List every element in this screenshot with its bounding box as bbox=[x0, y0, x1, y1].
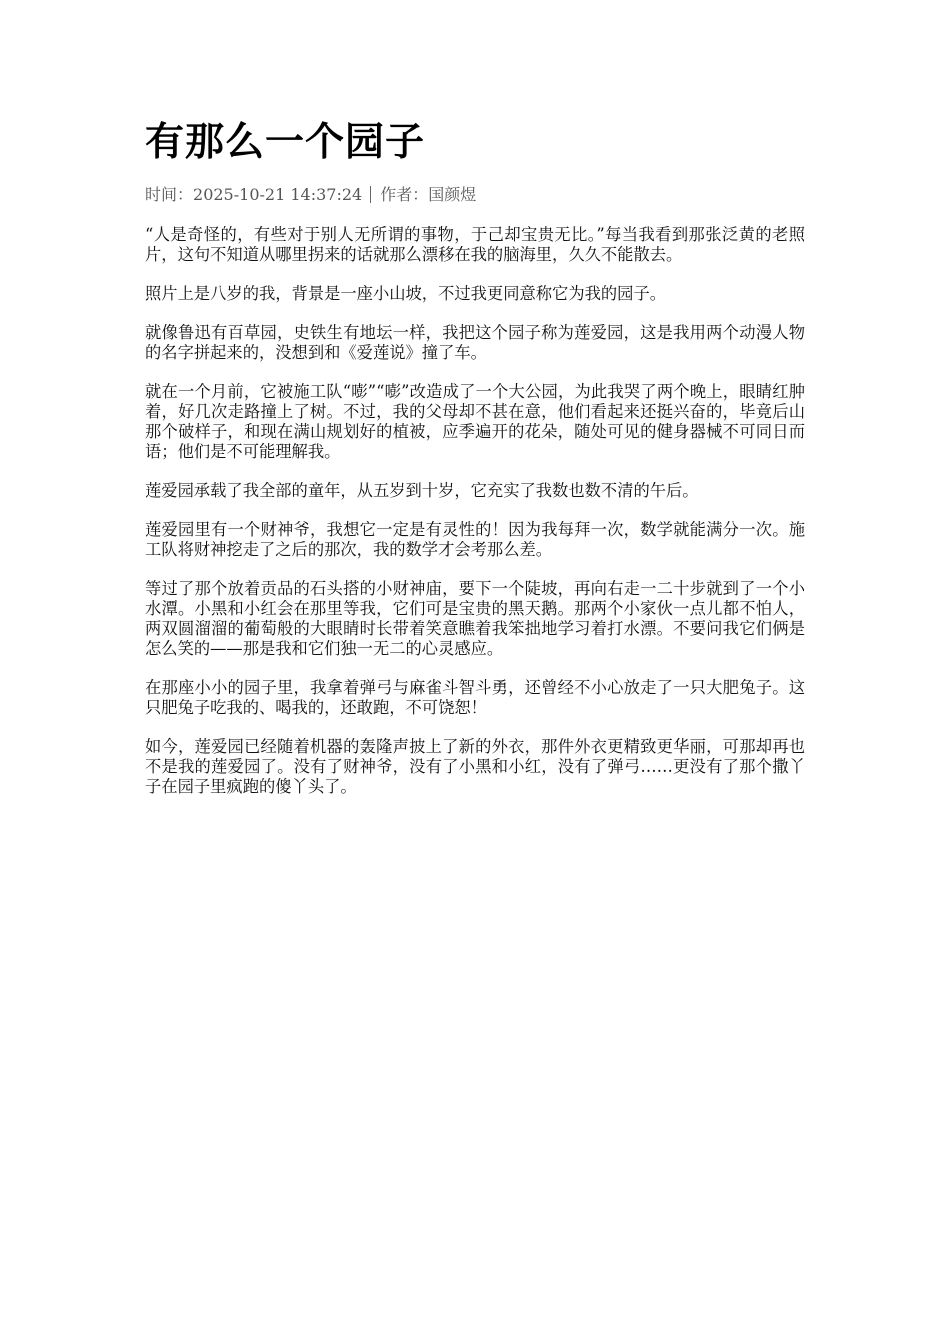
paragraph: 等过了那个放着贡品的石头搭的小财神庙，要下一个陡坡，再向右走一二十步就到了一个小水潭。小黑和小红会在那里等我，它们可是宝贵的黑天鹅。那两个小家伙一点儿都不怕人，两双圆溜溜的葡萄般的大眼睛时长带着笑意瞧着我笨拙地学习着打水漂。不要问我它们俩是怎么笑的——那是我和它们独一无二的心灵感应。 bbox=[145, 579, 805, 658]
paragraph: 就在一个月前，它被施工队“嘭”“嘭”改造成了一个大公园，为此我哭了两个晚上，眼睛红肿着，好几次走路撞上了树。不过，我的父母却不甚在意，他们看起来还挺兴奋的，毕竟后山那个破样子，和现在满山规划好的植被，应季遍开的花朵，随处可见的健身器械不可同日而语；他们是不可能理解我。 bbox=[145, 382, 805, 461]
paragraph: 如今，莲爱园已经随着机器的轰隆声披上了新的外衣，那件外衣更精致更华丽，可那却再也不是我的莲爱园了。没有了财神爷，没有了小黑和小红，没有了弹弓……更没有了那个撒丫子在园子里疯跑的傻丫头了。 bbox=[145, 737, 805, 796]
article-meta bbox=[145, 184, 805, 206]
article bbox=[145, 112, 805, 816]
paragraph: 在那座小小的园子里，我拿着弹弓与麻雀斗智斗勇，还曾经不小心放走了一只大肥兔子。这只肥兔子吃我的、喝我的，还敢跑，不可饶恕！ bbox=[145, 678, 805, 717]
paragraph: 莲爱园里有一个财神爷，我想它一定是有灵性的！因为我每拜一次，数学就能满分一次。施工队将财神挖走了之后的那次，我的数学才会考那么差。 bbox=[145, 520, 805, 559]
paragraph: 莲爱园承载了我全部的童年，从五岁到十岁，它充实了我数也数不清的午后。 bbox=[145, 481, 699, 500]
paragraph: “人是奇怪的，有些对于别人无所谓的事物，于己却宝贵无比。”每当我看到那张泛黄的老照片，这句不知道从哪里拐来的话就那么漂移在我的脑海里，久久不能散去。 bbox=[145, 225, 805, 264]
article-body bbox=[145, 225, 805, 797]
paragraph: 照片上是八岁的我，背景是一座小山坡，不过我更同意称它为我的园子。 bbox=[145, 284, 667, 303]
time-label: 时间： bbox=[145, 185, 194, 204]
publish-time: 2025-10-21 14:37:24 bbox=[193, 185, 363, 204]
author-name: 国颜煜 bbox=[428, 185, 477, 204]
author-label: 作者： bbox=[380, 185, 429, 204]
paragraph: 就像鲁迅有百草园，史铁生有地坛一样，我把这个园子称为莲爱园，这是我用两个动漫人物的名字拼起来的，没想到和《爱莲说》撞了车。 bbox=[145, 323, 805, 362]
article-title: 有那么一个园子 bbox=[145, 119, 426, 165]
meta-divider bbox=[370, 186, 371, 203]
